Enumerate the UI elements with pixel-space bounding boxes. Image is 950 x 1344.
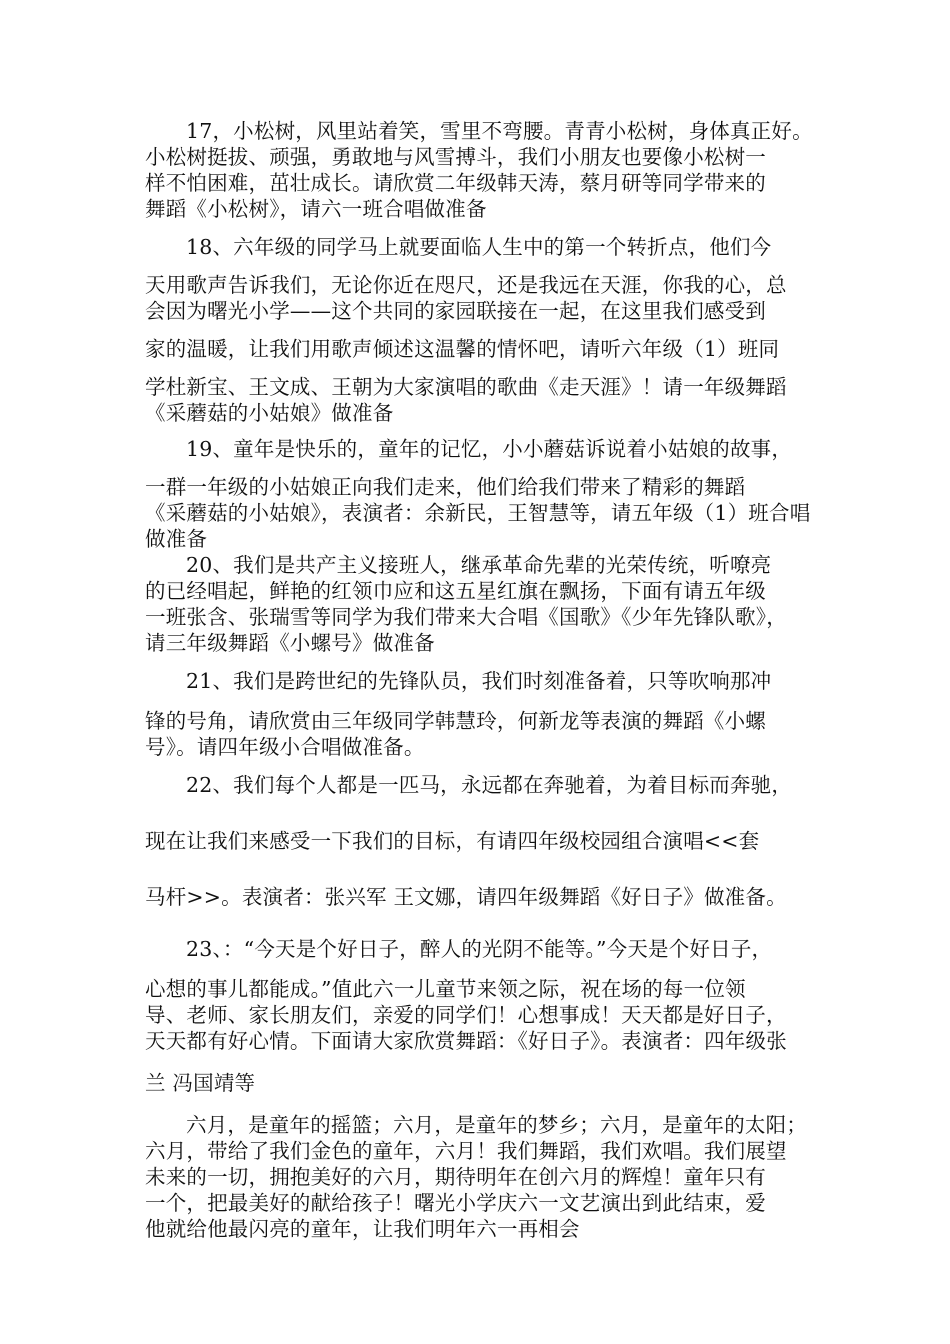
paragraph-17 <box>145 118 815 222</box>
text-line: 天天都有好心情。下面请大家欣赏舞蹈：《好日子》。表演者：四年级张 <box>145 1029 787 1053</box>
text-line: 一个，把最美好的献给孩子！曙光小学庆六一文艺演出到此结束，爱 <box>145 1191 766 1215</box>
text-line: 兰 冯国靖等 <box>145 1071 256 1095</box>
text-line: 一群一年级的小姑娘正向我们走来，他们给我们带来了精彩的舞蹈 <box>145 475 746 499</box>
text-line: 六月，带给了我们金色的童年，六月！我们舞蹈，我们欢唱。我们展望 <box>145 1139 787 1163</box>
text-line: 20、我们是共产主义接班人，继承革命先辈的光荣传统，听嘹亮 <box>186 553 772 577</box>
text-line: 马杆>>。表演者：张兴军 王文娜，请四年级舞蹈《好日子》做准备。 <box>145 885 787 909</box>
text-line: 天用歌声告诉我们，无论你近在咫尺，还是我远在天涯，你我的心，总 <box>145 273 787 297</box>
text-line: 23、：“今天是个好日子，醉人的光阴不能等。”今天是个好日子， <box>186 937 773 961</box>
text-line: 号》。请四年级小合唱做准备。 <box>145 735 425 759</box>
paragraph-21 <box>145 668 815 760</box>
paragraph-19 <box>145 436 815 552</box>
document-page <box>145 118 815 1242</box>
text-line: 小松树挺拔、顽强，勇敢地与风雪搏斗，我们小朋友也要像小松树一 <box>145 145 766 169</box>
text-line: 一班张含、张瑞雪等同学为我们带来大合唱《国歌》《少年先锋队歌》， <box>145 605 787 629</box>
text-line: 会因为曙光小学——这个共同的家园联接在一起，在这里我们感受到 <box>145 299 766 323</box>
paragraph-23 <box>145 936 815 1096</box>
text-line: 18、六年级的同学马上就要面临人生中的第一个转折点，他们今 <box>186 235 772 259</box>
text-line: 他就给他最闪亮的童年，让我们明年六一再相会 <box>145 1217 580 1241</box>
paragraph-18 <box>145 234 815 426</box>
text-line: 锋的号角，请欣赏由三年级同学韩慧玲，何新龙等表演的舞蹈《小螺 <box>145 709 766 733</box>
paragraph-closing <box>145 1112 815 1242</box>
text-line: 《采蘑菇的小姑娘》做准备 <box>145 401 394 425</box>
text-line: 学杜新宝、王文成、王朝为大家演唱的歌曲《走天涯》！请一年级舞蹈 <box>145 375 787 399</box>
text-line: 六月，是童年的摇篮；六月，是童年的梦乡；六月，是童年的太阳； <box>186 1113 807 1137</box>
text-line: 17，小松树，风里站着笑，雪里不弯腰。青青小松树，身体真正好。 <box>186 119 813 143</box>
text-line: 《采蘑菇的小姑娘》，表演者：余新民，王智慧等，请五年级（1）班合唱 <box>145 501 811 525</box>
text-line: 的已经唱起，鲜艳的红领巾应和这五星红旗在飘扬，下面有请五年级 <box>145 579 766 603</box>
text-line: 导、老师、家长朋友们，亲爱的同学们！心想事成！天天都是好日子， <box>145 1003 787 1027</box>
text-line: 做准备 <box>145 527 208 551</box>
paragraph-20 <box>145 552 815 656</box>
text-line: 未来的一切，拥抱美好的六月，期待明年在创六月的辉煌！童年只有 <box>145 1165 766 1189</box>
text-line: 舞蹈《小松树》，请六一班合唱做准备 <box>145 197 487 221</box>
text-line: 样不怕困难，茁壮成长。请欣赏二年级韩天涛，蔡月研等同学带来的 <box>145 171 766 195</box>
text-line: 19、童年是快乐的，童年的记忆，小小蘑菇诉说着小姑娘的故事， <box>186 437 793 461</box>
text-line: 22、我们每个人都是一匹马，永远都在奔驰着，为着目标而奔驰， <box>186 773 793 797</box>
text-line: 21、我们是跨世纪的先锋队员，我们时刻准备着，只等吹响那冲 <box>186 669 772 693</box>
text-line: 家的温暖，让我们用歌声倾述这温馨的情怀吧，请听六年级（1）班同 <box>145 337 780 361</box>
text-line: 现在让我们来感受一下我们的目标，有请四年级校园组合演唱<<套 <box>145 829 760 853</box>
paragraph-22 <box>145 772 815 910</box>
text-line: 心想的事儿都能成。”值此六一儿童节来领之际，祝在场的每一位领 <box>145 977 746 1001</box>
text-line: 请三年级舞蹈《小螺号》做准备 <box>145 631 435 655</box>
